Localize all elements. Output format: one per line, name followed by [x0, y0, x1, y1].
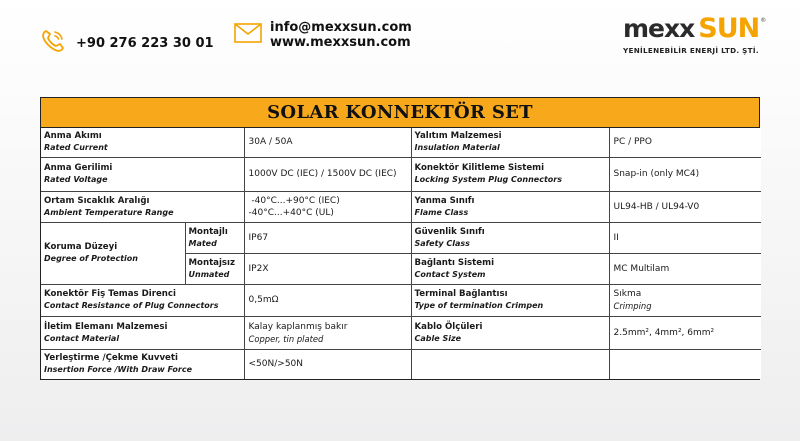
contact-resistance-value: 0,5mΩ: [244, 284, 411, 316]
logo-subtitle: YENİLENEBİLİR ENERJİ LTD. ŞTİ.: [623, 46, 759, 55]
logo-mexx: mexx: [623, 14, 695, 43]
cable-size-value: 2.5mm², 4mm², 6mm²: [609, 316, 761, 349]
email-address[interactable]: info@mexxsun.com: [270, 20, 412, 35]
safety-class-value: II: [609, 222, 761, 253]
insulation-material-value: PC / PPO: [609, 128, 761, 157]
table-row: [41, 284, 761, 316]
contact-material-value: Kalay kaplanmış bakır Copper, tin plated: [244, 316, 411, 349]
degree-of-protection-label: Koruma Düzeyi Degree of Protection: [41, 222, 185, 284]
flame-class-label: Yanma Sınıfı Flame Class: [411, 191, 609, 222]
contact-resistance-label: Konektör Fiş Temas Direnci Contact Resistance of Plug Connectors: [41, 284, 244, 316]
table-row: [41, 222, 761, 253]
logo-sun: SUN: [698, 13, 760, 44]
header: [0, 0, 800, 80]
terminal-connection-value: Sıkma Crimping: [609, 284, 761, 316]
table-row: [41, 128, 761, 157]
ambient-temperature-value: -40°C...+90°C (IEC) -40°C...+40°C (UL): [244, 191, 411, 222]
locking-system-value: Snap-in (only MC4): [609, 157, 761, 191]
flame-class-value: UL94-HB / UL94-V0: [609, 191, 761, 222]
rated-current-label: Anma Akımı Rated Current: [41, 128, 244, 157]
website-link[interactable]: www.mexxsun.com: [270, 35, 411, 50]
ambient-temperature-label: Ortam Sıcaklık Aralığı Ambient Temperature Range: [41, 191, 244, 222]
email-contact[interactable]: [234, 20, 412, 50]
contact-system-value: MC Multilam: [609, 253, 761, 284]
insulation-material-label: Yalıtım Malzemesi Insulation Material: [411, 128, 609, 157]
spec-grid: [41, 128, 761, 379]
unmated-label: Montajsız Unmated: [185, 253, 244, 284]
empty-cell: [609, 349, 761, 379]
locking-system-label: Konektör Kilitleme Sistemi Locking System Plug Connectors: [411, 157, 609, 191]
phone-contact[interactable]: [40, 28, 214, 58]
empty-cell: [411, 349, 609, 379]
registered-mark: ®: [760, 17, 767, 24]
insertion-force-label: Yerleştirme /Çekme Kuvveti Insertion Force /With Draw Force: [41, 349, 244, 379]
rated-voltage-value: 1000V DC (IEC) / 1500V DC (IEC): [244, 157, 411, 191]
table-title: SOLAR KONNEKTÖR SET: [41, 98, 759, 128]
cable-size-label: Kablo Ölçüleri Cable Size: [411, 316, 609, 349]
mated-value: IP67: [244, 222, 411, 253]
contact-material-label: İletim Elemanı Malzemesi Contact Material: [41, 316, 244, 349]
insertion-force-value: <50N/>50N: [244, 349, 411, 379]
table-row: [41, 157, 761, 191]
table-row: [41, 191, 761, 222]
spec-table: [40, 97, 760, 380]
envelope-icon: [234, 23, 262, 47]
terminal-connection-label: Terminal Bağlantısı Type of termination Crimpen: [411, 284, 609, 316]
rated-voltage-label: Anma Gerilimi Rated Voltage: [41, 157, 244, 191]
safety-class-label: Güvenlik Sınıfı Safety Class: [411, 222, 609, 253]
phone-icon: [40, 28, 66, 58]
company-logo: [623, 13, 767, 55]
phone-number[interactable]: +90 276 223 30 01: [76, 35, 214, 51]
table-row: [41, 316, 761, 349]
rated-current-value: 30A / 50A: [244, 128, 411, 157]
unmated-value: IP2X: [244, 253, 411, 284]
contact-system-label: Bağlantı Sistemi Contact System: [411, 253, 609, 284]
table-row: [41, 349, 761, 379]
mated-label: Montajlı Mated: [185, 222, 244, 253]
